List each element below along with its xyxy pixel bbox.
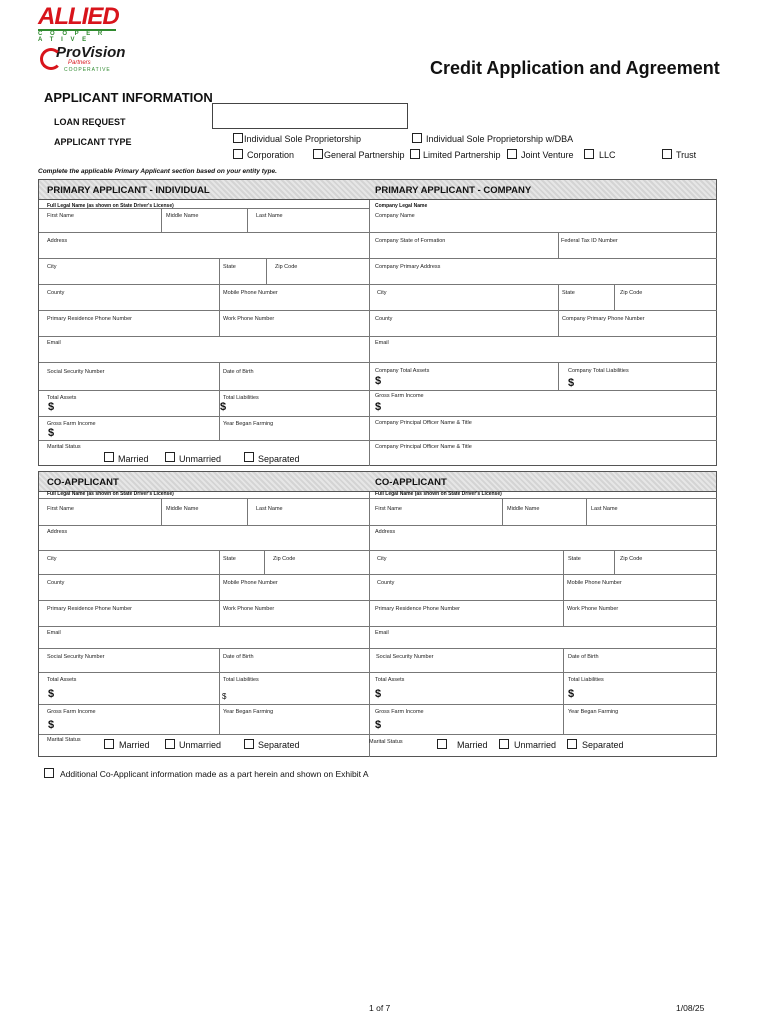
provision-logo (40, 46, 130, 78)
row-line (39, 208, 369, 209)
type-checkbox-joint-venture[interactable] (507, 149, 517, 159)
row-line (39, 336, 717, 337)
pi-work-phone[interactable]: Work Phone Number (223, 316, 275, 322)
cl-unmarried-label: Unmarried (179, 740, 222, 750)
cell-divider (247, 498, 248, 525)
cr-work-phone[interactable]: Work Phone Number (567, 606, 619, 612)
cell-divider (219, 574, 220, 600)
row-line (39, 416, 369, 417)
cell-divider (219, 648, 220, 672)
type-checkbox-llc[interactable] (584, 149, 594, 159)
pc-state[interactable]: State (562, 290, 575, 296)
pi-state[interactable]: State (223, 264, 236, 270)
pc-zip[interactable]: Zip Code (620, 290, 643, 296)
row-line (369, 440, 717, 441)
type-label-joint-venture: Joint Venture (521, 150, 574, 160)
pc-officer-name[interactable]: Company Principal Officer Name & Title (375, 420, 472, 426)
cr-unmarried-label: Unmarried (514, 740, 557, 750)
pi-gross-farm-dollar: $ (48, 427, 55, 439)
pi-year-began[interactable]: Year Began Farming (223, 421, 274, 427)
cl-dob[interactable]: Date of Birth (223, 654, 254, 660)
type-checkbox-general-partnership[interactable] (313, 149, 323, 159)
pc-company-name[interactable]: Company Name (375, 213, 415, 219)
allied-logo (38, 3, 120, 43)
type-label-limited-partnership: Limited Partnership (423, 150, 501, 160)
cr-state[interactable]: State (568, 556, 581, 562)
cr-city[interactable]: City (377, 556, 387, 562)
pi-separated-checkbox[interactable] (244, 452, 254, 462)
cl-work-phone[interactable]: Work Phone Number (223, 606, 275, 612)
cell-divider (563, 550, 564, 574)
cell-divider (563, 704, 564, 734)
pc-officer-name-2[interactable]: Company Principal Officer Name & Title (375, 444, 472, 450)
cr-total-liabilities-dollar: $ (568, 688, 575, 700)
allied-logo-sub: C O O P E R A T I V E (38, 29, 116, 43)
cl-year-began[interactable]: Year Began Farming (223, 709, 274, 715)
type-checkbox-sole-prop-dba[interactable] (412, 133, 422, 143)
cl-gross-farm-income[interactable]: Gross Farm Income (47, 709, 96, 715)
pi-email[interactable]: Email (47, 340, 61, 346)
cl-primary-phone[interactable]: Primary Residence Phone Number (47, 606, 132, 612)
cr-zip[interactable]: Zip Code (620, 556, 643, 562)
row-line (39, 525, 717, 526)
pc-total-liabilities-dollar: $ (568, 377, 575, 389)
pi-county[interactable]: County (47, 290, 65, 296)
cl-separated-label: Separated (258, 740, 300, 750)
row-line (369, 390, 717, 391)
cr-year-began[interactable]: Year Began Farming (568, 709, 619, 715)
co-left-sub: Full Legal Name (as shown on State Driver's License) (47, 491, 174, 497)
cr-ssn[interactable]: Social Security Number (376, 654, 434, 660)
cr-middle-name[interactable]: Middle Name (507, 506, 540, 512)
pi-marital-status: Marital Status (47, 444, 81, 450)
pc-city[interactable]: City (377, 290, 387, 296)
pi-married-checkbox[interactable] (104, 452, 114, 462)
applicant-info-heading: APPLICANT INFORMATION (44, 90, 213, 105)
cl-unmarried-checkbox[interactable] (165, 739, 175, 749)
pc-county[interactable]: County (375, 316, 393, 322)
cell-divider (558, 284, 559, 310)
cl-total-assets-dollar: $ (48, 688, 55, 700)
cl-married-checkbox[interactable] (104, 739, 114, 749)
cr-first-name[interactable]: First Name (375, 506, 402, 512)
pi-city[interactable]: City (47, 264, 57, 270)
cr-county[interactable]: County (377, 580, 395, 586)
pi-last-name[interactable]: Last Name (256, 213, 283, 219)
pi-gross-farm-income[interactable]: Gross Farm Income (47, 421, 96, 427)
row-line (39, 232, 717, 233)
pc-total-assets-dollar: $ (375, 375, 382, 387)
row-line (39, 310, 717, 311)
row-line (39, 550, 717, 551)
type-checkbox-sole-prop[interactable] (233, 133, 243, 143)
cr-total-liabilities[interactable]: Total Liabilities (568, 677, 604, 683)
cl-married-label: Married (119, 740, 150, 750)
loan-request-input[interactable] (212, 103, 408, 129)
type-label-trust: Trust (676, 150, 697, 160)
cl-zip[interactable]: Zip Code (273, 556, 296, 562)
cell-divider (219, 258, 220, 284)
primary-applicant-band (39, 180, 716, 200)
cr-primary-phone[interactable]: Primary Residence Phone Number (375, 606, 460, 612)
pi-married-label: Married (118, 454, 149, 464)
document-title: Credit Application and Agreement (430, 58, 720, 78)
cell-divider (219, 362, 220, 390)
cl-total-liabilities[interactable]: Total Liabilities (223, 677, 259, 683)
additional-coapplicant-checkbox[interactable] (44, 768, 54, 778)
cl-middle-name[interactable]: Middle Name (166, 506, 199, 512)
primary-divider (369, 200, 370, 466)
cl-state[interactable]: State (223, 556, 236, 562)
cr-mobile[interactable]: Mobile Phone Number (567, 580, 622, 586)
cell-divider (563, 574, 564, 600)
pi-total-liabilities-dollar: $ (220, 401, 227, 413)
pc-total-assets[interactable]: Company Total Assets (375, 368, 430, 374)
revision-date: 1/08/25 (676, 1003, 705, 1013)
cr-unmarried-checkbox[interactable] (499, 739, 509, 749)
pc-total-liabilities[interactable]: Company Total Liabilities (568, 368, 629, 374)
provision-logo-text: ProVision (56, 44, 126, 61)
cr-address[interactable]: Address (375, 529, 396, 535)
row-line (369, 416, 717, 417)
pi-primary-phone[interactable]: Primary Residence Phone Number (47, 316, 132, 322)
cr-marital-status: Marital Status (369, 739, 403, 745)
cell-divider (219, 284, 220, 310)
cl-gross-farm-dollar: $ (48, 719, 55, 731)
pc-company-phone[interactable]: Company Primary Phone Number (562, 316, 645, 322)
co-applicant-band (39, 472, 716, 492)
row-line (39, 362, 717, 363)
cl-ssn[interactable]: Social Security Number (47, 654, 105, 660)
provision-logo-sub: Partners (68, 60, 91, 66)
row-line (39, 600, 717, 601)
cr-gross-farm-dollar: $ (375, 719, 382, 731)
pc-state-formation[interactable]: Company State of Formation (375, 238, 446, 244)
cell-divider (266, 258, 267, 284)
provision-swoosh-icon (40, 48, 62, 70)
pi-middle-name[interactable]: Middle Name (166, 213, 199, 219)
cl-first-name[interactable]: First Name (47, 506, 74, 512)
applicant-type-label: APPLICANT TYPE (54, 137, 132, 147)
row-line (39, 574, 717, 575)
pc-email[interactable]: Email (375, 340, 389, 346)
co-left-title: CO-APPLICANT (47, 477, 119, 488)
cl-city[interactable]: City (47, 556, 57, 562)
cell-divider (161, 208, 162, 232)
pi-total-liabilities[interactable]: Total Liabilities (223, 395, 259, 401)
type-checkbox-trust[interactable] (662, 149, 672, 159)
cr-separated-label: Separated (582, 740, 624, 750)
row-line (39, 284, 717, 285)
row-line (39, 626, 717, 627)
cr-total-assets-dollar: $ (375, 688, 382, 700)
cr-married-label: Married (457, 740, 488, 750)
pc-gross-farm-dollar: $ (375, 401, 382, 413)
entity-type-note: Complete the applicable Primary Applicant section based on your entity type. (38, 168, 277, 175)
row-line (39, 734, 717, 735)
cell-divider (219, 416, 220, 440)
primary-company-title: PRIMARY APPLICANT - COMPANY (375, 185, 532, 196)
cl-total-liabilities-dollar: $ (222, 692, 227, 701)
row-line (39, 390, 369, 391)
cell-divider (614, 550, 615, 574)
cell-divider (558, 310, 559, 336)
type-label-general-partnership: General Partnership (324, 150, 405, 160)
cell-divider (563, 600, 564, 626)
pi-dob[interactable]: Date of Birth (223, 369, 254, 375)
pi-total-assets[interactable]: Total Assets (47, 395, 77, 401)
cr-married-checkbox[interactable] (437, 739, 447, 749)
pi-zip[interactable]: Zip Code (275, 264, 298, 270)
type-label-corporation: Corporation (247, 150, 295, 160)
pc-tax-id[interactable]: Federal Tax ID Number (561, 238, 618, 244)
pi-address[interactable]: Address (47, 238, 68, 244)
co-right-sub: Full Legal Name (as shown on State Driver's License) (375, 491, 502, 497)
co-right-title: CO-APPLICANT (375, 477, 447, 488)
cell-divider (247, 208, 248, 232)
primary-individual-title: PRIMARY APPLICANT - INDIVIDUAL (47, 185, 210, 196)
pi-first-name[interactable]: First Name (47, 213, 74, 219)
cl-total-assets[interactable]: Total Assets (47, 677, 77, 683)
cl-separated-checkbox[interactable] (244, 739, 254, 749)
row-line (39, 648, 717, 649)
cr-last-name[interactable]: Last Name (591, 506, 618, 512)
pi-mobile[interactable]: Mobile Phone Number (223, 290, 278, 296)
cr-email[interactable]: Email (375, 630, 389, 636)
cl-address[interactable]: Address (47, 529, 68, 535)
type-label-sole-prop: Individual Sole Proprietorship (244, 134, 362, 144)
row-line (39, 498, 717, 499)
row-line (39, 672, 717, 673)
pc-primary-address[interactable]: Company Primary Address (375, 264, 441, 270)
pc-gross-farm-income[interactable]: Gross Farm Income (375, 393, 424, 399)
cell-divider (563, 672, 564, 704)
cr-gross-farm-income[interactable]: Gross Farm Income (375, 709, 424, 715)
page-number: 1 of 7 (369, 1003, 391, 1013)
pi-ssn[interactable]: Social Security Number (47, 369, 105, 375)
cell-divider (219, 704, 220, 734)
provision-logo-coop: COOPERATIVE (64, 67, 111, 73)
pi-total-assets-dollar: $ (48, 401, 55, 413)
cell-divider (502, 498, 503, 525)
cell-divider (586, 498, 587, 525)
cell-divider (219, 310, 220, 336)
row-line (39, 440, 369, 441)
additional-coapplicant-text: Additional Co-Applicant information made as a part herein and shown on Exhibit A (60, 769, 369, 779)
cl-email[interactable]: Email (47, 630, 61, 636)
cell-divider (264, 550, 265, 574)
cell-divider (558, 232, 559, 258)
cell-divider (219, 600, 220, 626)
cell-divider (563, 648, 564, 672)
loan-request-label: LOAN REQUEST (54, 117, 126, 127)
co-divider (369, 492, 370, 757)
cell-divider (161, 498, 162, 525)
cl-mobile[interactable]: Mobile Phone Number (223, 580, 278, 586)
cr-total-assets[interactable]: Total Assets (375, 677, 405, 683)
pi-unmarried-checkbox[interactable] (165, 452, 175, 462)
cr-dob[interactable]: Date of Birth (568, 654, 599, 660)
type-label-sole-prop-dba: Individual Sole Proprietorship w/DBA (426, 134, 574, 144)
pi-unmarried-label: Unmarried (179, 454, 222, 464)
row-line (39, 704, 717, 705)
cl-marital-status: Marital Status (47, 737, 81, 743)
primary-individual-sub: Full Legal Name (as shown on State Driver's License) (47, 203, 174, 209)
cl-county[interactable]: County (47, 580, 65, 586)
type-checkbox-limited-partnership[interactable] (410, 149, 420, 159)
cell-divider (219, 672, 220, 704)
cell-divider (219, 550, 220, 574)
cl-last-name[interactable]: Last Name (256, 506, 283, 512)
type-label-llc: LLC (599, 150, 616, 160)
row-line (39, 258, 717, 259)
cell-divider (614, 284, 615, 310)
primary-company-sub: Company Legal Name (375, 203, 428, 209)
type-checkbox-corporation[interactable] (233, 149, 243, 159)
allied-logo-text: ALLIED (38, 3, 119, 30)
pi-separated-label: Separated (258, 454, 300, 464)
cr-separated-checkbox[interactable] (567, 739, 577, 749)
cell-divider (558, 362, 559, 390)
